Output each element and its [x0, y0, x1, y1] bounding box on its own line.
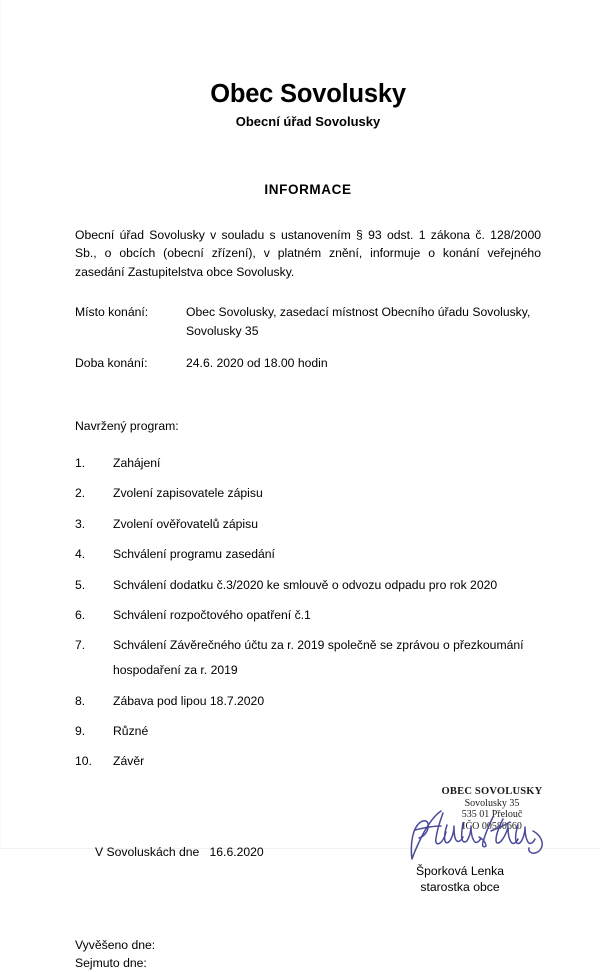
document-heading: INFORMACE [264, 181, 352, 197]
organization-subtitle: Obecní úřad Sovolusky [235, 114, 381, 130]
event-details [75, 281, 541, 373]
removed-date-label: Sejmuto dne: [75, 955, 147, 970]
list-item-number: 8. [75, 693, 86, 708]
list-item-number: 1. [75, 455, 86, 470]
list-item [75, 606, 541, 625]
list-item-number: 10. [75, 754, 92, 769]
list-item [75, 636, 541, 680]
list-item-text: Schválení rozpočtového opatření č.1 [113, 607, 311, 622]
stamp-ico: IČO 00580660 [462, 820, 522, 832]
list-item-text [113, 636, 541, 680]
detail-value: 24.6. 2020 od 18.00 hodin [186, 356, 328, 371]
detail-row-time [75, 354, 541, 373]
stamp-organization: OBEC SOVOLUSKY [441, 785, 543, 797]
list-item-text: Schválení programu zasedání [113, 547, 275, 562]
list-item-line-2: hospodaření za r. 2019 [113, 663, 238, 678]
detail-label: Doba konání: [75, 356, 148, 371]
list-item [75, 545, 541, 564]
signer-role: starostka obce [420, 880, 500, 895]
list-item-text: Závěr [113, 754, 145, 769]
list-item-number: 5. [75, 577, 86, 592]
detail-label: Místo konání: [75, 305, 149, 320]
posted-date-label: Vyvěšeno dne: [75, 937, 156, 952]
document-body [75, 0, 541, 972]
list-item [75, 692, 541, 711]
program-title: Navržený program: [75, 418, 179, 433]
list-item-number: 2. [75, 486, 86, 501]
list-item [75, 484, 541, 503]
list-item-number: 4. [75, 547, 86, 562]
list-item-number: 6. [75, 607, 86, 622]
list-item-number: 9. [75, 724, 86, 739]
list-item-text: Zvolení ověřovatelů zápisu [113, 516, 258, 531]
detail-value: Obec Sovolusky, zasedací místnost Obecního úřadu Sovolusky, Sovolusky 35 [186, 305, 531, 338]
list-item [75, 576, 541, 595]
footer-block [75, 913, 541, 972]
list-item-number: 3. [75, 516, 86, 531]
stamp-city: 535 01 Přelouč [461, 809, 523, 821]
list-item [75, 752, 541, 771]
signer-block [365, 863, 555, 896]
stamp-address: Sovolusky 35 [464, 797, 520, 809]
list-item [75, 722, 541, 741]
intro-paragraph: Obecní úřad Sovolusky v souladu s ustanovením § 93 odst. 1 zákona č. 128/2000 Sb., o obcích (obecní zřízení), v platném znění, informuje o konání veřejného zasedání Zastupitelstva obce Sovolusky. [75, 227, 541, 279]
list-item-text: Schválení dodatku č.3/2020 ke smlouvě o odvozu odpadu pro rok 2020 [113, 577, 498, 592]
list-item [75, 515, 541, 534]
signer-name: Šporková Lenka [415, 863, 505, 878]
official-stamp [427, 786, 557, 832]
list-item [75, 454, 541, 473]
list-item-text: Zábava pod lipou 18.7.2020 [113, 693, 265, 708]
list-item-number: 7. [75, 638, 86, 653]
list-item-text: Zvolení zapisovatele zápisu [113, 486, 263, 501]
detail-row-location [75, 303, 541, 340]
list-item-text: Zahájení [113, 455, 161, 470]
list-item-text: Různé [113, 724, 149, 739]
signature-zone [75, 783, 541, 913]
date-line: V Sovoluskách dne 16.6.2020 [95, 844, 264, 859]
list-item-line-1: Schválení Závěrečného účtu za r. 2019 společně se zprávou o přezkoumání [113, 638, 524, 653]
program-list [75, 433, 541, 771]
organization-title: Obec Sovolusky [210, 80, 406, 108]
